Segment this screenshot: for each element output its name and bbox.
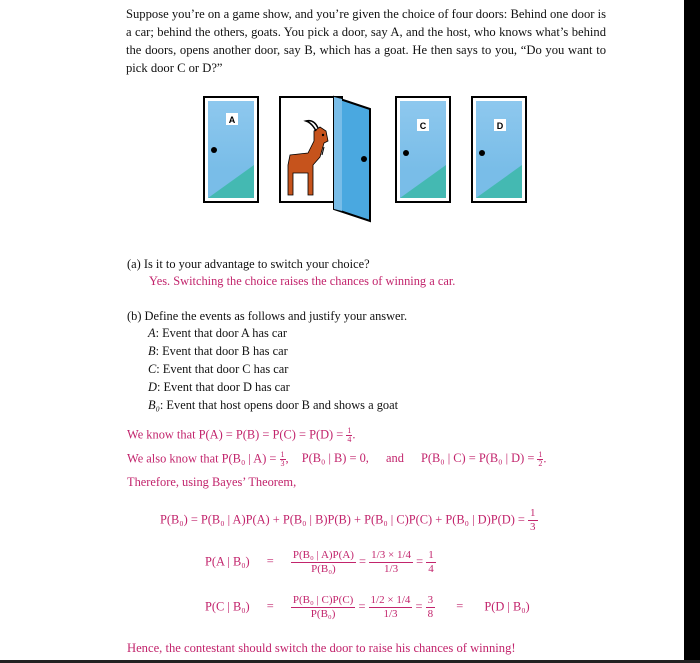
total-probability: P(B₀) = P(B₀ | A)P(A) + P(B₀ | B)P(B) + P(B₀ | C)P(C) + P(B₀ | D)P(D) = $\frac{1}{3}$ — [160, 507, 536, 533]
door-a-label: A — [228, 115, 236, 125]
part-b-question: (b) Define the events as follows and justify your answer. — [127, 309, 408, 323]
quarter-fraction: $\frac{1}{4}$ — [347, 426, 352, 444]
intro-paragraph: Suppose you’re on a game show, and you’re given the choice of four doors: Behind one door is a car; behind the others, goats. You pick a door, say A, and the host, who knows what’s behind the doors, opens another door, say B, which has a goat. He then says to you, “Do you want to pick door C or D?” — [126, 7, 606, 75]
posterior-a: P(A | B₀) = $\frac{\text{P(B₀ | A)P(A)}}{\text{P(B₀)}}$ = $\frac{1/3 \times 1/4}{1/3}$ = $\frac{1}{4}$ — [205, 549, 434, 575]
door-c — [396, 97, 450, 202]
door-a — [204, 97, 258, 202]
event-d: D: Event that door D has car — [148, 380, 290, 394]
prior-line: We know that P(A) = P(B) = P(C) = P(D) = $\frac{1}{4}$ . — [127, 426, 356, 444]
door-c-label: C — [419, 121, 427, 131]
posterior-c: P(C | B₀) = $\frac{\text{P(B₀ | C)P(C)}}{\text{P(B₀)}}$ = $\frac{1/2 \times 1/4}{1/3}$ = $\frac{3}{8}$ = P(D | B₀) — [205, 594, 530, 620]
half-fraction: $\frac{1}{2}$ — [538, 450, 543, 468]
part-a-answer: Yes. Switching the choice raises the chances of winning a car. — [149, 274, 456, 288]
event-b0: B₀: Event that host opens door B and shows a goat — [148, 398, 399, 412]
event-a: A: Event that door A has car — [148, 326, 288, 340]
third-fraction: $\frac{1}{3}$ — [280, 450, 285, 468]
likelihood-line: We also know that P(B₀ | A) = $\frac{1}{3}$ , P(B₀ | B) = 0, and P(B₀ | C) = P(B₀ | D) = $\frac{1}{2}$ . — [127, 450, 547, 468]
event-b: B: Event that door B has car — [148, 344, 288, 358]
part-a-question: (a) Is it to your advantage to switch your choice? — [127, 257, 370, 271]
right-edge-bar — [684, 0, 700, 663]
conclusion: Hence, the contestant should switch the door to raise his chances of winning! — [127, 641, 516, 655]
door-d-label: D — [496, 121, 504, 131]
problem-statement — [126, 5, 606, 77]
doors-illustration — [200, 95, 530, 230]
event-c: C: Event that door C has car — [148, 362, 289, 376]
door-d — [472, 97, 526, 202]
door-b-open — [280, 97, 370, 221]
bayes-intro: Therefore, using Bayes’ Theorem, — [127, 475, 297, 489]
